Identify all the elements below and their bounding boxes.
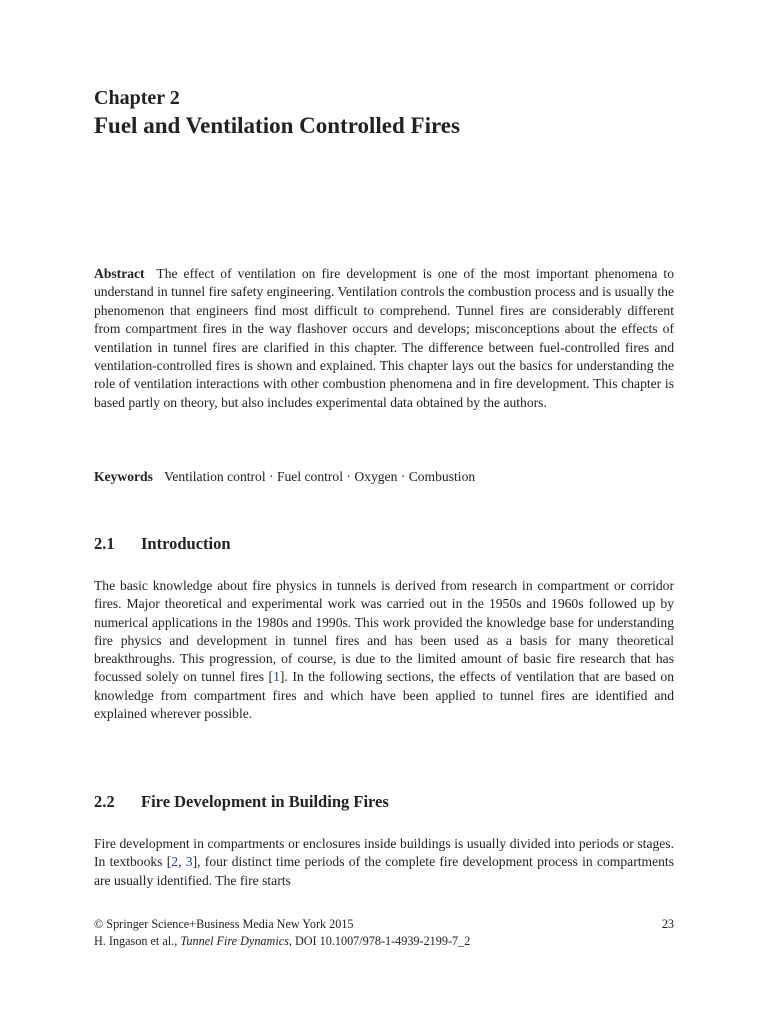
- section-title: Introduction: [141, 534, 231, 553]
- citation-link[interactable]: 2: [171, 854, 179, 870]
- footer-authors: H. Ingason et al.,: [94, 934, 181, 948]
- section-paragraph-introduction: [94, 577, 674, 723]
- citation-separator: ,: [178, 854, 186, 870]
- footer-book-title: Tunnel Fire Dynamics,: [180, 934, 292, 948]
- keywords: [94, 468, 674, 486]
- abstract: [94, 265, 674, 412]
- section-heading-fire-development: [94, 792, 389, 812]
- keywords-label: Keywords: [94, 469, 153, 484]
- section-number: 2.2: [94, 792, 115, 811]
- chapter-title: Fuel and Ventilation Controlled Fires: [94, 113, 460, 138]
- paragraph-text: Fire development in compartments or enclosures inside buildings is usually divided into periods or stages. In textbooks [: [94, 836, 674, 870]
- citation-link[interactable]: 3: [185, 854, 193, 870]
- section-title: Fire Development in Building Fires: [141, 792, 389, 811]
- footer-citation: [94, 934, 470, 949]
- chapter-number: Chapter 2: [94, 87, 180, 109]
- section-paragraph-fire-development: [94, 835, 674, 890]
- footer-doi: DOI 10.1007/978-1-4939-2199-7_2: [291, 934, 471, 948]
- keywords-text: Ventilation control · Fuel control · Oxygen · Combustion: [164, 469, 476, 484]
- section-number: 2.1: [94, 534, 115, 553]
- citation-link[interactable]: 1: [273, 669, 280, 685]
- abstract-text: The effect of ventilation on fire development is one of the most important phenomena to understand in tunnel fire safety engineering. Ventilation controls the combustion process and is usually the phenomenon that engineers find most difficult to comprehend. Tunnel fires are considerably different from compartment fires in the way flashover occurs and develops; misconceptions about the effects of ventilation in tunnel fires are clarified in this chapter. The difference between fuel-controlled fires and ventilation-controlled fires is shown and explained. This chapter lays out the basics for understanding the role of ventilation interactions with other combustion phenomena and in fire development. This chapter is based partly on theory, but also includes experimental data obtained by the authors.: [94, 266, 674, 410]
- paragraph-text: ]. In the following sections, the effects of ventilation that are based on knowledge from compartment fires and which have been applied to tunnel fires are identified and explained wherever possible.: [94, 669, 674, 722]
- abstract-label: Abstract: [94, 266, 145, 281]
- paragraph-text: The basic knowledge about fire physics in tunnels is derived from research in compartment or corridor fires. Major theoretical and experimental work was carried out in the 1950s and 1960s followed up by numerical applications in the 1980s and 1990s. This work provided the knowledge base for understanding fire physics and development in tunnel fires and has been used as a basis for many theoretical breakthroughs. This progression, of course, is due to the limited amount of basic fire research that has focussed solely on tunnel fires [: [94, 578, 674, 685]
- section-heading-introduction: [94, 534, 231, 554]
- footer-copyright: © Springer Science+Business Media New York 2015: [94, 917, 354, 931]
- page-number: 23: [661, 917, 674, 931]
- paragraph-text: ], four distinct time periods of the complete fire development process in compartments are usually identified. The fire starts: [94, 854, 674, 888]
